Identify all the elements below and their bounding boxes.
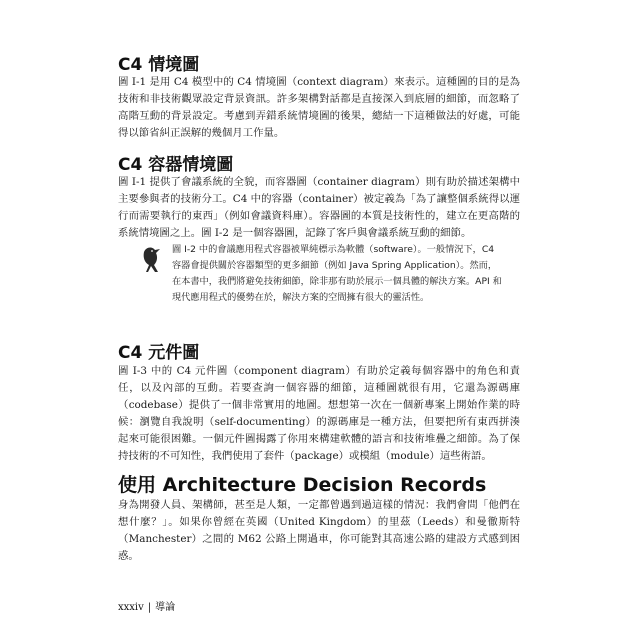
page-number: xxxiv	[118, 602, 144, 613]
section-heading-c4-container: C4 容器情境圖	[118, 155, 234, 175]
raven-bird-icon	[138, 244, 166, 274]
section-heading-c4-context: C4 情境圖	[118, 55, 200, 75]
paragraph-c4-component: 圖 I-3 中的 C4 元件圖（component diagram）有助於定義每個容器中的角色和責任，以及內部的互動。若要查詢一個容器的細節，這種圖就很有用，它還為源碼庫（codebase）提供了一個非常實用的地圖。想想第一次在一個新專案上開始作業的時候：瀏覽自我說明（self-documenting）的源碼庫是一種方法，但要把所有東西拼湊起來可能很困難。一個元件圖揭露了你用來構建軟體的語言和技術堆疊之細節。為了保持技術的不可知性，我們使用了套件（package）或模組（module）這些術語。	[118, 365, 520, 462]
section-heading-c4-component: C4 元件圖	[118, 343, 200, 363]
paragraph-adr: 身為開發人員、架構師，甚至是人類，一定都曾遇到過這樣的情況：我們會問「他們在想什麼？」。如果你曾經在英國（United Kingdom）的里茲（Leeds）和曼徹斯特（Manchester）之間的 M62 公路上開過車，你可能對其高速公路的建設方式感到困惑。	[118, 499, 520, 562]
note-text: 圖 I-2 中的會議應用程式容器被單純標示為軟體（software）。一般情況下，C4 容器會提供關於容器類型的更多細節（例如 Java Spring Application）。然而，在本書中，我們將避免技術細節，除非那有助於展示一個具體的解決方案。API 和現代應用程式的優勢在於，解決方案的空間擁有很大的靈活性。	[172, 244, 502, 303]
note-callout	[138, 242, 502, 322]
section-heading-adr: 使用 Architecture Decision Records	[118, 474, 487, 496]
paragraph-c4-context: 圖 I-1 是用 C4 模型中的 C4 情境圖（context diagram）來表示。這種圖的目的是為技術和非技術觀眾設定背景資訊。許多架構對話都是直接深入到底層的細節，而忽略了高階互動的背景設定。考慮到弄錯系統情境圖的後果，總結一下這種做法的好處，可能得以節省糾正誤解的幾個月工作量。	[118, 76, 520, 139]
footer-separator: |	[147, 602, 152, 613]
page-footer	[118, 598, 175, 613]
paragraph-c4-container: 圖 I-1 提供了會議系統的全貌，而容器圖（container diagram）則有助於描述架構中主要參與者的技術分工。C4 中的容器（container）被定義為「為了讓整個系統得以運行而需要執行的東西」（例如會議資料庫）。容器圖的本質是技術性的，建立在更高階的系統情境圖之上。圖 I-2 是一個容器圖，記錄了客戶與會議系統互動的細節。	[118, 176, 520, 239]
chapter-name: 導論	[155, 602, 176, 613]
